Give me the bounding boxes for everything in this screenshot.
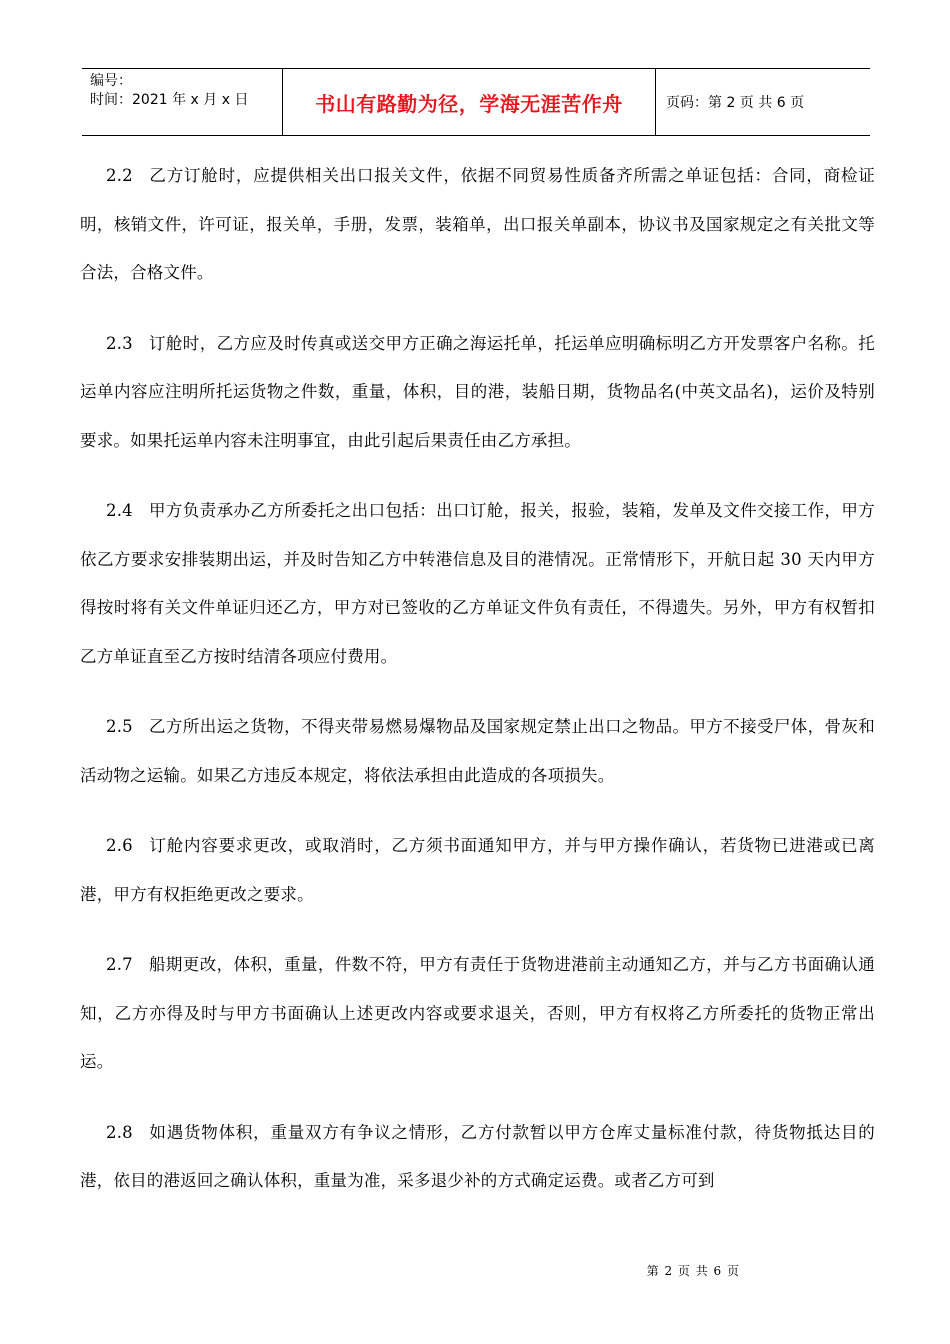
clause-number: 2.2 <box>106 166 133 185</box>
header-slogan: 书山有路勤为径，学海无涯苦作舟 <box>315 91 623 116</box>
clause-text: 船期更改，体积，重量，件数不符，甲方有责任于货物进港前主动通知乙方，并与乙方书面确认通知，乙方亦得及时与甲方书面确认上述更改内容或要求退关，否则，甲方有权将乙方所委托的货物正常出运。 <box>80 955 875 1071</box>
clause-text: 订舱时，乙方应及时传真或送交甲方正确之海运托单，托运单应明确标明乙方开发票客户名称。托运单内容应注明所托运货物之件数，重量，体积，目的港，装船日期，货物品名(中英文品名)，运价及特别要求。如果托运单内容未注明事宜，由此引起后果责任由乙方承担。 <box>80 333 875 450</box>
clause-number: 2.7 <box>106 955 133 974</box>
document-body <box>80 152 875 1228</box>
clause-text: 如遇货物体积，重量双方有争议之情形，乙方付款暂以甲方仓库丈量标准付款，待货物抵达目的港，依目的港返回之确认体积，重量为准，采多退少补的方式确定运费。或者乙方可到 <box>80 1122 875 1190</box>
header-page-info: 页码：第 2 页 共 6 页 <box>666 95 805 111</box>
clause-number: 2.6 <box>106 836 133 855</box>
clause-text: 甲方负责承办乙方所委托之出口包括：出口订舱，报关，报验，装箱，发单及文件交接工作，甲方依乙方要求安排装期出运，并及时告知乙方中转港信息及目的港情况。正常情形下，开航日起 30 天内甲方得按时将有关文件单证归还乙方，甲方对已签收的乙方单证文件负有责任，不得遗失。另外，甲方有权暂扣乙方单证直至乙方按时结清各项应付费用。 <box>80 501 875 666</box>
clause-paragraph <box>80 941 875 1087</box>
clause-number: 2.8 <box>106 1122 133 1142</box>
header-meta-cell <box>82 69 282 135</box>
clause-text: 订舱内容要求更改，或取消时，乙方须书面通知甲方，并与甲方操作确认，若货物已进港或已离港，甲方有权拒绝更改之要求。 <box>80 836 875 904</box>
clause-paragraph <box>80 1109 875 1206</box>
clause-paragraph <box>80 703 875 800</box>
clause-number: 2.5 <box>106 717 133 736</box>
clause-paragraph <box>80 822 875 919</box>
header-table <box>82 68 870 136</box>
page-footer <box>0 1262 950 1279</box>
clause-number: 2.3 <box>106 333 133 353</box>
document-time-label: 时间：2021 年 x 月 x 日 <box>90 92 249 108</box>
header-page-cell <box>656 69 870 135</box>
clause-text: 乙方订舱时，应提供相关出口报关文件，依据不同贸易性质备齐所需之单证包括：合同，商检证明，核销文件，许可证，报关单，手册，发票，装箱单，出口报关单副本，协议书及国家规定之有关批文等合法，合格文件。 <box>80 166 875 282</box>
clause-number: 2.4 <box>106 501 133 520</box>
clause-paragraph <box>80 320 875 466</box>
footer-page-number: 第 2 页 共 6 页 <box>646 1264 740 1278</box>
document-number-label: 编号： <box>90 73 132 89</box>
clause-paragraph <box>80 487 875 681</box>
clause-text: 乙方所出运之货物，不得夹带易燃易爆物品及国家规定禁止出口之物品。甲方不接受尸体，骨灰和活动物之运输。如果乙方违反本规定，将依法承担由此造成的各项损失。 <box>80 717 875 785</box>
header-slogan-cell <box>282 69 656 135</box>
clause-paragraph <box>80 152 875 298</box>
